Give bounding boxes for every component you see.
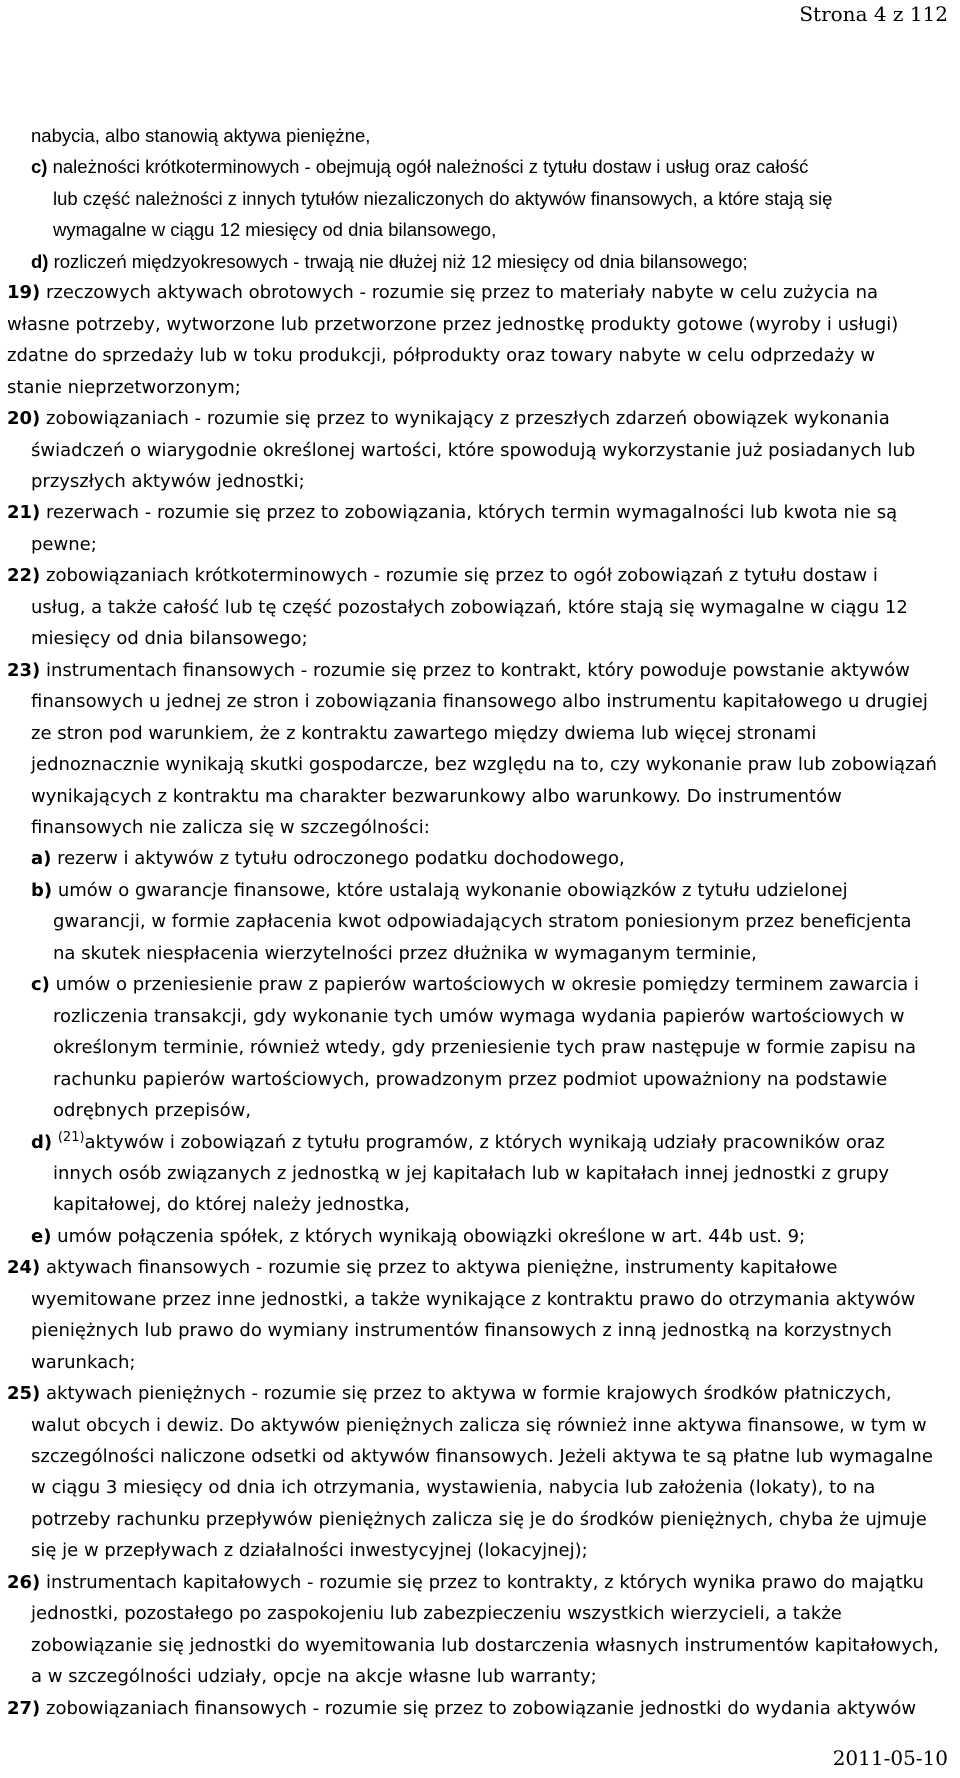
text-line <box>0 1064 960 1095</box>
text-line <box>0 749 960 780</box>
item-label: c) <box>31 156 48 178</box>
item-label: 21) <box>7 502 41 524</box>
line-text: rezerw i aktywów z tytułu odroczonego podatku dochodowego, <box>51 848 625 870</box>
line-text: zobowiązaniach krótkoterminowych - rozumie się przez to ogół zobowiązań z tytułu dostaw i <box>40 565 878 587</box>
line-text: wyemitowane przez inne jednostki, a także wynikające z kontraktu prawo do otrzymania aktywów <box>31 1288 916 1310</box>
line-text: pieniężnych lub prawo do wymiany instrumentów finansowych z inną jednostką na korzystnych <box>31 1320 892 1342</box>
line-text: instrumentach finansowych - rozumie się przez to kontrakt, który powoduje powstanie aktywów <box>40 659 910 681</box>
line-text: rzeczowych aktywach obrotowych - rozumie się przez to materiały nabyte w celu zużycia na <box>40 282 879 304</box>
line-text: finansowych u jednej ze stron i zobowiązania finansowego albo instrumentu kapitałowego u drugiej <box>31 691 928 713</box>
item-label: b) <box>31 879 53 901</box>
line-text: się je w przepływach z działalności inwestycyjnej (lokacyjnej); <box>31 1540 588 1562</box>
item-label: 26) <box>7 1571 41 1593</box>
text-line <box>0 623 960 654</box>
line-text: zobowiązaniach - rozumie się przez to wynikający z przeszłych zdarzeń obowiązek wykonania <box>40 408 890 430</box>
line-text: aktywów i zobowiązań z tytułu programów, z których wynikają udziały pracowników oraz <box>84 1131 885 1153</box>
line-text: odrębnych przepisów, <box>53 1100 252 1122</box>
line-text: kapitałowej, do której należy jednostka, <box>53 1194 411 1216</box>
text-line <box>0 1504 960 1535</box>
line-text: wymagalne w ciągu 12 miesięcy od dnia bilansowego, <box>53 219 497 241</box>
line-text: określonym terminie, również wtedy, gdy przeniesienie tych praw następuje w formie zapisu na <box>53 1037 917 1059</box>
item-label: e) <box>31 1225 52 1247</box>
text-line <box>0 246 960 277</box>
line-text: potrzeby rachunku przepływów pieniężnych zalicza się je do środków pieniężnych, chyba że ujmuje <box>31 1508 927 1530</box>
line-text: własne potrzeby, wytworzone lub przetworzone przez jednostkę produkty gotowe (wyroby i usługi) <box>7 313 899 335</box>
line-text: wynikających z kontraktu ma charakter bezwarunkowy albo warunkowy. Do instrumentów <box>31 785 842 807</box>
line-text: należności krótkoterminowych - obejmują ogół należności z tytułu dostaw i usług oraz całość <box>47 156 809 178</box>
text-line <box>0 1347 960 1378</box>
text-line <box>0 1472 960 1503</box>
text-line <box>0 906 960 937</box>
text-line <box>0 1032 960 1063</box>
item-label: 19) <box>7 282 41 304</box>
text-line <box>0 1001 960 1032</box>
text-line <box>0 309 960 340</box>
text-line <box>0 435 960 466</box>
item-label: 22) <box>7 565 41 587</box>
line-text: miesięcy od dnia bilansowego; <box>31 628 308 650</box>
text-line <box>0 592 960 623</box>
line-text: jednostki, pozostałego po zaspokojeniu lub zabezpieczeniu wszystkich wierzycieli, a także <box>31 1603 842 1625</box>
text-line <box>0 655 960 686</box>
line-text: szczególności naliczone odsetki od aktywów finansowych. Jeżeli aktywa te są płatne lub wymagalne <box>31 1446 933 1468</box>
line-text: warunkach; <box>31 1351 136 1373</box>
line-text: gwarancji, w formie zapłacenia kwot odpowiadających stratom poniesionym przez beneficjenta <box>53 911 912 933</box>
text-line <box>0 277 960 308</box>
line-text: umów o gwarancje finansowe, które ustalają wykonanie obowiązków z tytułu udzielonej <box>52 879 848 901</box>
text-line <box>0 1410 960 1441</box>
text-line <box>0 529 960 560</box>
text-line <box>0 1630 960 1661</box>
line-text: stanie nieprzetworzonym; <box>7 376 241 398</box>
line-text: aktywach finansowych - rozumie się przez to aktywa pieniężne, instrumenty kapitałowe <box>40 1257 838 1279</box>
line-text: a w szczególności udziały, opcje na akcje własne lub warranty; <box>31 1666 597 1688</box>
line-text: usług, a także całość lub tę część pozostałych zobowiązań, które stają się wymagalne w ciągu 12 <box>31 596 908 618</box>
text-line <box>0 1535 960 1566</box>
line-text: finansowych nie zalicza się w szczególności: <box>31 816 430 838</box>
text-line <box>0 214 960 245</box>
text-line <box>0 151 960 182</box>
line-text: zobowiązaniach finansowych - rozumie się przez to zobowiązanie jednostki do wydania aktywów <box>40 1697 917 1719</box>
line-text: walut obcych i dewiz. Do aktywów pieniężnych zalicza się również inne aktywa finansowe, w tym w <box>31 1414 927 1436</box>
text-line <box>0 875 960 906</box>
line-text: umów o przeniesienie praw z papierów wartościowych w okresie pomiędzy terminem zawarcia i <box>49 974 919 996</box>
line-text: zdatne do sprzedaży lub w toku produkcji, półprodukty oraz towary nabyte w celu odprzedaży w <box>7 345 876 367</box>
line-text: aktywach pieniężnych - rozumie się przez to aktywa w formie krajowych środków płatniczych, <box>40 1383 892 1405</box>
text-line <box>0 1189 960 1220</box>
line-text: instrumentach kapitałowych - rozumie się przez to kontrakty, z których wynika prawo do majątku <box>40 1571 924 1593</box>
line-text: rachunku papierów wartościowych, prowadzonym przez podmiot upoważniony na podstawie <box>53 1068 888 1090</box>
line-text: w ciągu 3 miesięcy od dnia ich otrzymania, wystawienia, nabycia lub założenia (lokaty), to na <box>31 1477 876 1499</box>
text-line <box>0 340 960 371</box>
text-line <box>0 843 960 874</box>
text-line <box>0 183 960 214</box>
text-line <box>0 497 960 528</box>
text-line <box>0 969 960 1000</box>
item-label: d) <box>31 1131 53 1153</box>
text-line <box>0 1567 960 1598</box>
footnote-reference: (21) <box>57 1129 85 1145</box>
line-text: rezerwach - rozumie się przez to zobowiązania, których termin wymagalności lub kwota nie są <box>40 502 898 524</box>
text-line <box>0 718 960 749</box>
text-line <box>0 1127 960 1158</box>
text-line <box>0 466 960 497</box>
text-line <box>0 812 960 843</box>
line-text: nabycia, albo stanowią aktywa pieniężne, <box>31 125 371 146</box>
document-date-footer: 2011-05-10 <box>832 1746 948 1770</box>
text-line <box>0 120 960 151</box>
text-line <box>0 1284 960 1315</box>
line-text: rozliczeń międzyokresowych - trwają nie dłużej niż 12 miesięcy od dnia bilansowego; <box>48 250 748 272</box>
line-text: zobowiązanie się jednostki do wyemitowania lub dostarczenia własnych instrumentów kapitałowych, <box>31 1634 939 1656</box>
line-text: jednoznacznie wynikają skutki gospodarcze, bez względu na to, czy wykonanie praw lub zobowiązań <box>31 754 937 776</box>
text-line <box>0 781 960 812</box>
line-text: ze stron pod warunkiem, że z kontraktu zawartego między dwiema lub więcej stronami <box>31 722 817 744</box>
document-body <box>0 120 960 1724</box>
line-text: innych osób związanych z jednostką w jej kapitałach lub w kapitałach innej jednostki z grupy <box>53 1162 890 1184</box>
text-line <box>0 938 960 969</box>
text-line <box>0 372 960 403</box>
text-line <box>0 1095 960 1126</box>
line-text: rozliczenia transakcji, gdy wykonanie tych umów wymaga wydania papierów wartościowych w <box>53 1005 905 1027</box>
text-line <box>0 1315 960 1346</box>
page-number-header: Strona 4 z 112 <box>799 2 948 26</box>
text-line <box>0 1221 960 1252</box>
text-line <box>0 560 960 591</box>
item-label: 23) <box>7 659 41 681</box>
text-line <box>0 1378 960 1409</box>
item-label: 20) <box>7 408 41 430</box>
text-line <box>0 1693 960 1724</box>
text-line <box>0 686 960 717</box>
text-line <box>0 1441 960 1472</box>
text-line <box>0 1252 960 1283</box>
line-text: na skutek niespłacenia wierzytelności przez dłużnika w wymaganym terminie, <box>53 942 757 964</box>
text-line <box>0 1661 960 1692</box>
text-line <box>0 1598 960 1629</box>
line-text: świadczeń o wiarygodnie określonej wartości, które spowodują wykorzystanie już posiadanych lub <box>31 439 916 461</box>
item-label: d) <box>31 250 49 272</box>
item-label: a) <box>31 848 52 870</box>
line-text: pewne; <box>31 533 97 555</box>
text-line <box>0 1158 960 1189</box>
line-text: lub część należności z innych tytułów niezaliczonych do aktywów finansowych, a które stają się <box>53 187 833 209</box>
item-label: 27) <box>7 1697 41 1719</box>
text-line <box>0 403 960 434</box>
line-text: umów połączenia spółek, z których wynikają obowiązki określone w art. 44b ust. 9; <box>51 1225 806 1247</box>
item-label: 25) <box>7 1383 41 1405</box>
item-label: 24) <box>7 1257 41 1279</box>
item-label: c) <box>31 974 50 996</box>
line-text: przyszłych aktywów jednostki; <box>31 470 305 492</box>
